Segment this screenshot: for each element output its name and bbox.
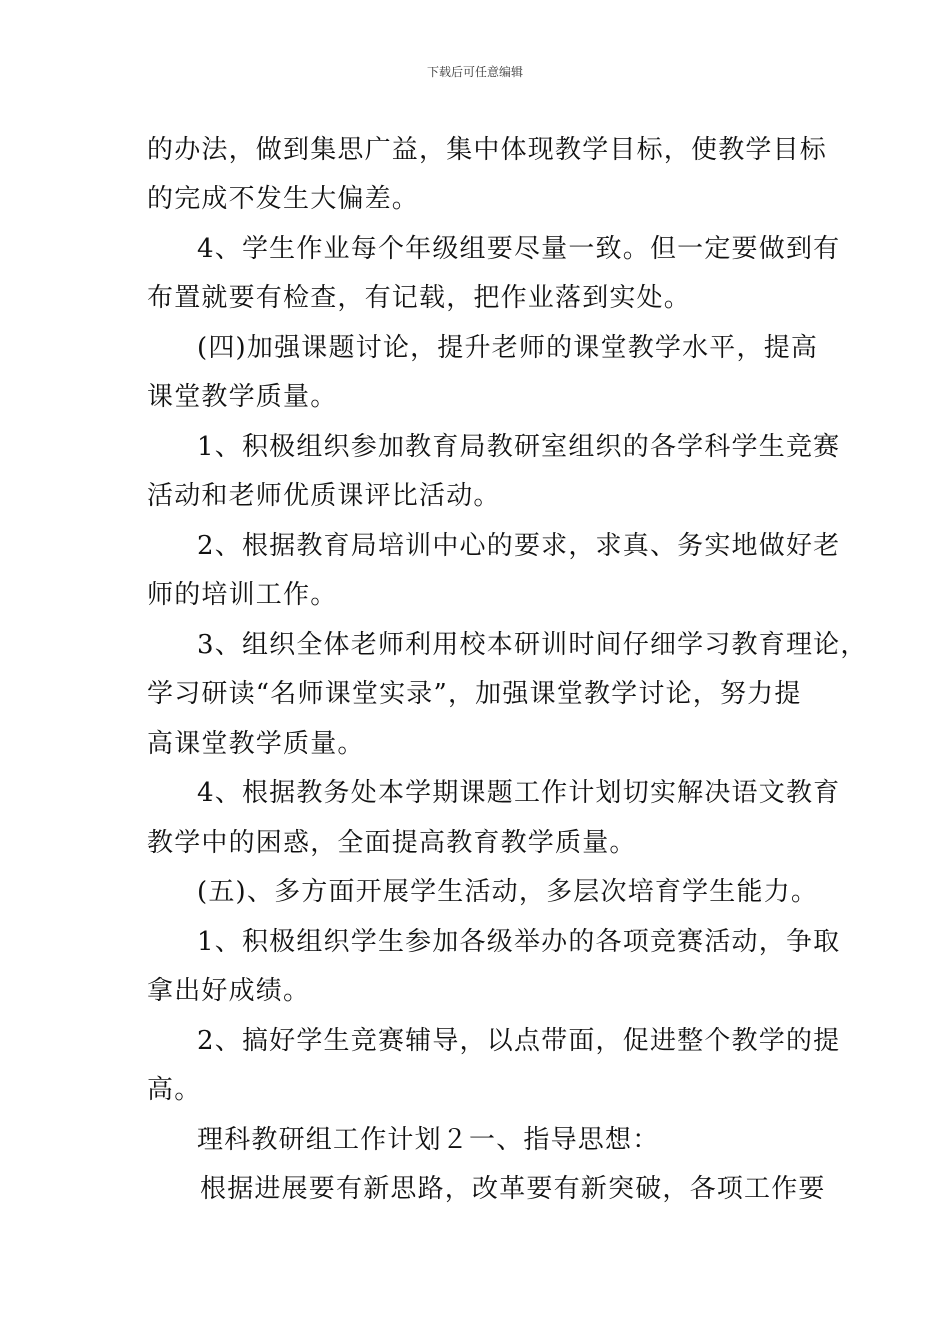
text-line: 活动和老师优质课评比活动。 bbox=[147, 481, 501, 511]
text-line: 高课堂教学质量。 bbox=[147, 729, 365, 759]
text-line: 根据进展要有新思路，改革要有新突破，各项工作要 bbox=[200, 1174, 826, 1204]
text-line: 4、根据教务处本学期课题工作计划切实解决语文教育 bbox=[197, 778, 841, 808]
text-line: 学习研读“名师课堂实录”，加强课堂教学讨论，努力提 bbox=[147, 679, 802, 709]
text-line: 2、搞好学生竞赛辅导，以点带面，促进整个教学的提 bbox=[197, 1026, 841, 1056]
text-line: 布置就要有检查，有记载，把作业落到实处。 bbox=[147, 283, 692, 313]
text-line: 拿出好成绩。 bbox=[147, 976, 311, 1006]
text-line: (四)加强课题讨论，提升老师的课堂教学水平，提高 bbox=[197, 333, 819, 363]
text-line: 高。 bbox=[147, 1075, 202, 1105]
text-line: 的办法，做到集思广益，集中体现教学目标，使教学目标 bbox=[147, 135, 828, 165]
text-line: 师的培训工作。 bbox=[147, 580, 338, 610]
text-line: 1、积极组织学生参加各级举办的各项竞赛活动，争取 bbox=[197, 927, 841, 957]
text-line: 教学中的困惑，全面提高教育教学质量。 bbox=[147, 828, 637, 858]
page-header: 下载后可任意编辑 bbox=[426, 65, 523, 79]
text-line: 3、组织全体老师利用校本研训时间仔细学习教育理论， bbox=[197, 630, 868, 660]
text-line: 理科教研组工作计划２一、指导思想： bbox=[197, 1125, 660, 1155]
text-line: 课堂教学质量。 bbox=[147, 382, 338, 412]
text-line: (五)、多方面开展学生活动，多层次培育学生能力。 bbox=[197, 877, 819, 907]
text-line: 4、学生作业每个年级组要尽量一致。但一定要做到有 bbox=[197, 234, 841, 264]
text-line: 2、根据教育局培训中心的要求，求真、务实地做好老 bbox=[197, 531, 841, 561]
text-line: 1、积极组织参加教育局教研室组织的各学科学生竞赛 bbox=[197, 432, 841, 462]
text-line: 的完成不发生大偏差。 bbox=[147, 184, 420, 214]
